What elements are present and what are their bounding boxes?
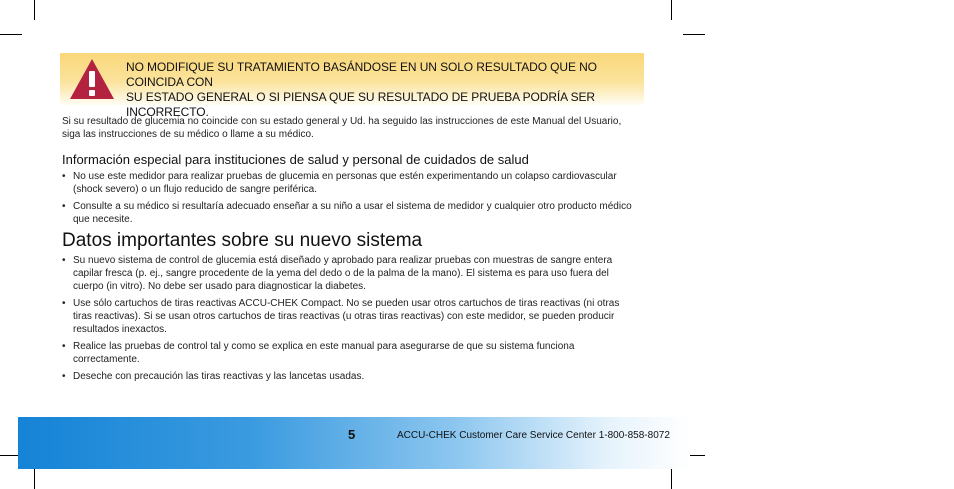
bullet: • — [62, 341, 66, 352]
crop-mark — [683, 34, 705, 35]
list-item-line: Use sólo cartuchos de tiras reactivas ACCU-CHEK Compact. No se pueden usar otros cartuchos de tiras reactivas (ni otras — [73, 298, 620, 309]
warning-line: NO MODIFIQUE SU TRATAMIENTO BASÁNDOSE EN UN SOLO RESULTADO QUE NO COINCIDA CON — [126, 60, 597, 89]
warning-text — [126, 60, 638, 120]
special-info-list — [62, 170, 646, 226]
crop-mark — [34, 469, 35, 489]
list-item — [62, 254, 646, 293]
intro-line: Si su resultado de glucemia no coincide con su estado general y Ud. ha seguido las instrucciones de este Manual del Usuario, — [62, 116, 622, 127]
footer-band — [18, 417, 690, 469]
bullet: • — [62, 298, 66, 309]
important-data-heading: Datos importantes sobre su nuevo sistema — [62, 230, 423, 251]
crop-mark — [0, 34, 22, 35]
list-item-line: cuerpo (in vitro). No debe ser usado para diagnosticar la diabetes. — [73, 281, 366, 292]
warning-line: SU ESTADO GENERAL O SI PIENSA QUE SU RESULTADO DE PRUEBA PODRÍA SER INCORRECTO. — [126, 90, 595, 119]
list-item — [62, 170, 646, 196]
list-item — [62, 297, 646, 336]
list-item-line: Deseche con precaución las tiras reactivas y las lancetas usadas. — [73, 371, 365, 382]
crop-mark — [34, 0, 35, 20]
page-number: 5 — [348, 427, 356, 442]
bullet: • — [62, 201, 66, 212]
list-item-line: Consulte a su médico si resultaría adecuado enseñar a su niño a usar el sistema de medidor y cualquier otro producto médico — [73, 201, 632, 212]
list-item-line: No use este medidor para realizar pruebas de glucemia en personas que estén experimentando un colapso cardiovascular — [73, 171, 617, 182]
list-item-line: Realice las pruebas de control tal y como se explica en este manual para asegurarse de que su sistema funciona — [73, 341, 575, 352]
special-info-heading: Información especial para instituciones de salud y personal de cuidados de salud — [62, 152, 529, 167]
list-item-line: tiras reactivas). Si se usan otros cartuchos de tiras reactivas (u otras tiras reactivas) con este medidor, se pueden producir — [73, 311, 615, 322]
list-item-line: resultados inexactos. — [73, 324, 167, 335]
list-item-line: capilar fresca (p. ej., sangre procedente de la yema del dedo o de la palma de la mano). El sistema es para uso fuera del — [73, 268, 609, 279]
customer-care-text: ACCU-CHEK Customer Care Service Center 1-800-858-8072 — [397, 430, 670, 441]
important-data-list — [62, 254, 646, 383]
list-item-line: que necesite. — [73, 214, 133, 225]
crop-mark — [671, 469, 672, 489]
bullet: • — [62, 371, 66, 382]
intro-line: siga las instrucciones de su médico o llame a su médico. — [62, 129, 314, 140]
list-item-line: (shock severo) o un flujo reducido de sangre periférica. — [73, 184, 318, 195]
list-item — [62, 370, 646, 383]
list-item — [62, 200, 646, 226]
page-content — [62, 115, 646, 387]
intro-paragraph — [62, 115, 646, 141]
list-item-line: Su nuevo sistema de control de glucemia está diseñado y aprobado para realizar pruebas con muestras de sangre entera — [73, 255, 613, 266]
warning-banner — [60, 53, 644, 119]
exclamation-triangle-icon — [68, 57, 116, 101]
crop-mark — [671, 0, 672, 20]
list-item-line: correctamente. — [73, 354, 140, 365]
bullet: • — [62, 171, 66, 182]
list-item — [62, 340, 646, 366]
bullet: • — [62, 255, 66, 266]
